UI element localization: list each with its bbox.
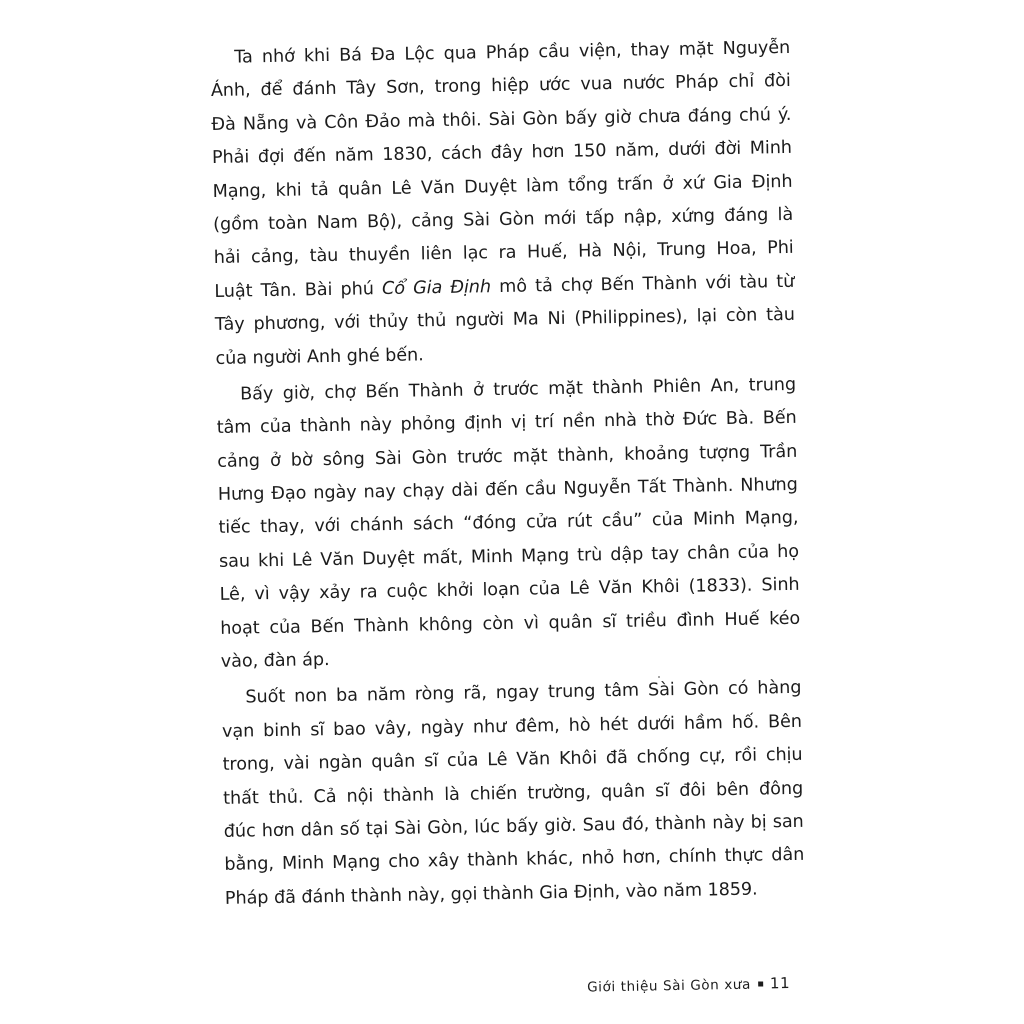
text-line: tiếc thay, với chánh sách “đóng cửa rút cầu” của Minh Mạng, bbox=[218, 508, 799, 539]
paragraph-1 bbox=[210, 32, 796, 376]
text-line: Ta nhớ khi Bá Đa Lộc qua Pháp cầu viện, thay mặt Nguyễn bbox=[234, 37, 791, 68]
text-line: sau khi Lê Văn Duyệt mất, Minh Mạng trù dập tay chân của họ bbox=[218, 541, 800, 572]
bullet-separator-icon bbox=[758, 981, 763, 986]
text-line: cảng ở bờ sông Sài Gòn trước mặt thành, khoảng tượng Trần bbox=[217, 441, 798, 472]
text-line: (gồm toàn Nam Bộ), cảng Sài Gòn mới tấp nập, xứng đáng là bbox=[213, 204, 794, 235]
text-line: hải cảng, tàu thuyền liên lạc ra Huế, Hà Nội, Trung Hoa, Phi bbox=[213, 238, 794, 269]
page-number: 11 bbox=[769, 974, 791, 993]
work-title: Cổ Gia Định bbox=[381, 276, 492, 299]
running-footer bbox=[560, 974, 790, 996]
text-run: mô tả chợ Bến Thành với tàu từ bbox=[490, 271, 795, 297]
body-text bbox=[210, 32, 805, 916]
text-line: Pháp đã đánh thành này, gọi thành Gia Định, vào năm 1859. bbox=[224, 879, 758, 909]
text-line: đúc hơn dân số tại Sài Gòn, lúc bấy giờ. Sau đó, thành này bị san bbox=[223, 811, 804, 842]
text-line: Lê, vì vậy xảy ra cuộc khởi loạn của Lê Văn Khôi (1833). Sinh bbox=[219, 575, 800, 606]
text-line: bằng, Minh Mạng cho xây thành khác, nhỏ hơn, chính thực dân bbox=[224, 845, 805, 876]
text-line: hoạt của Bến Thành không còn vì quân sĩ triều đình Huế kéo bbox=[220, 608, 801, 639]
text-line: Mạng, khi tả quân Lê Văn Duyệt làm tổng trấn ở xứ Gia Định bbox=[212, 171, 793, 202]
text-line: Bấy giờ, chợ Bến Thành ở trước mặt thành Phiên An, trung bbox=[239, 374, 797, 405]
text-line: Ánh, để đánh Tây Sơn, trong hiệp ước vua nước Pháp chỉ đòi bbox=[210, 71, 791, 102]
text-run: Luật Tân. Bài phú bbox=[214, 278, 383, 302]
text-line: Tây phương, với thủy thủ người Ma Ni (Philippines), lại còn tàu bbox=[214, 304, 796, 336]
text-line: vạn binh sĩ bao vây, ngày như đêm, hò hét dưới hầm hố. Bên bbox=[221, 711, 803, 742]
text-line: tâm của thành này phỏng định vị trí nền nhà thờ Đức Bà. Bến bbox=[216, 408, 797, 439]
print-speck bbox=[658, 676, 660, 678]
text-line: Phải đợi đến năm 1830, cách đây hơn 150 năm, dưới đời Minh bbox=[211, 138, 793, 169]
text-line: thất thủ. Cả nội thành là chiến trường, quân sĩ đôi bên đông bbox=[223, 778, 804, 809]
text-line: của người Anh ghé bến. bbox=[215, 344, 424, 369]
text-line: trong, vài ngàn quân sĩ của Lê Văn Khôi đã chống cự, rồi chịu bbox=[222, 744, 803, 776]
text-line: Đà Nẵng và Côn Đảo mà thôi. Sài Gòn bấy giờ chưa đáng chú ý. bbox=[211, 104, 792, 135]
text-line: vào, đàn áp. bbox=[220, 650, 330, 672]
paragraph-3 bbox=[221, 672, 805, 916]
text-line: Hưng Đạo ngày nay chạy dài đến cầu Nguyễn Tất Thành. Nhưng bbox=[217, 474, 798, 506]
text-line: Suốt non ba năm ròng rã, ngay trung tâm Sài Gòn có hàng bbox=[245, 678, 802, 708]
paragraph-2 bbox=[216, 369, 801, 680]
running-title: Giới thiệu Sài Gòn xưa bbox=[587, 976, 752, 996]
